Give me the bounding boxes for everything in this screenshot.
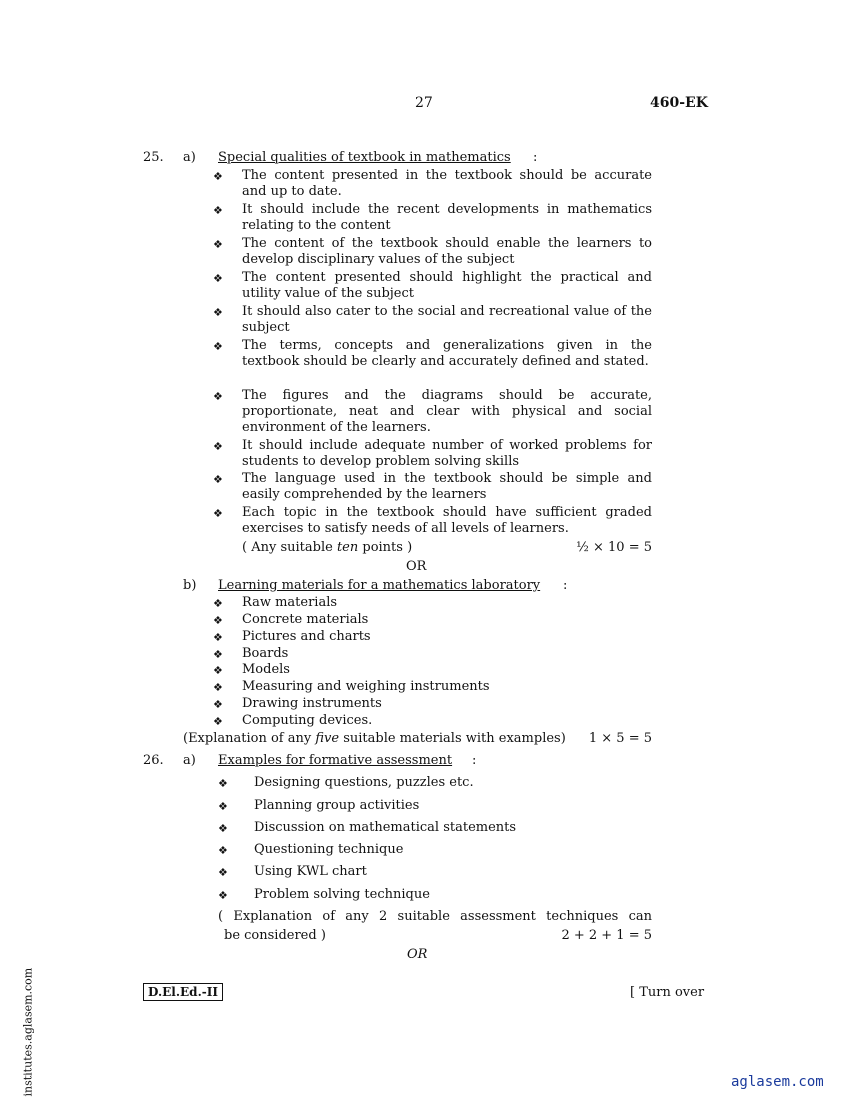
or-separator: OR xyxy=(406,559,427,574)
list-item: Discussion on mathematical statements xyxy=(254,820,517,835)
part-label: a) xyxy=(183,753,196,768)
bullet-icon: ❖ xyxy=(218,800,228,813)
bullet-icon: ❖ xyxy=(218,889,228,902)
bullet-icon: ❖ xyxy=(213,204,223,217)
list-item: Problem solving technique xyxy=(254,887,430,902)
side-watermark: institutes.aglasem.com xyxy=(21,967,35,1097)
part-label: b) xyxy=(183,578,197,593)
marking-note: ( Any suitable ten points ) xyxy=(242,540,413,555)
turn-over: [ Turn over xyxy=(630,985,705,1000)
bullet-icon: ❖ xyxy=(213,390,223,403)
heading-colon: : xyxy=(533,150,538,165)
section-heading: Special qualities of textbook in mathematics xyxy=(218,150,511,165)
page-number: 27 xyxy=(415,95,433,111)
bullet-icon: ❖ xyxy=(213,681,223,694)
list-item: The terms, concepts and generalizations given in the textbook should be clearly and accurately defined and stated. xyxy=(242,338,652,369)
bullet-icon: ❖ xyxy=(218,822,228,835)
list-item: It should include the recent developments in mathematics relating to the content xyxy=(242,202,652,233)
bullet-icon: ❖ xyxy=(213,238,223,251)
list-item: Each topic in the textbook should have sufficient graded exercises to satisfy needs of all levels of learners. xyxy=(242,505,652,536)
list-item: Planning group activities xyxy=(254,798,420,813)
marks-allocation: 1 × 5 = 5 xyxy=(588,731,652,746)
bullet-icon: ❖ xyxy=(213,631,223,644)
heading-colon: : xyxy=(472,753,477,768)
list-item: It should also cater to the social and recreational value of the subject xyxy=(242,304,652,335)
bullet-icon: ❖ xyxy=(213,597,223,610)
list-item: Computing devices. xyxy=(242,713,373,728)
list-item: The figures and the diagrams should be accurate, proportionate, neat and clear with physical and social environment of the learners. xyxy=(242,388,652,435)
marks-allocation: 2 + 2 + 1 = 5 xyxy=(561,928,652,943)
bullet-icon: ❖ xyxy=(213,715,223,728)
marking-note: ( Explanation of any 2 suitable assessment techniques can xyxy=(218,909,652,924)
list-item: Raw materials xyxy=(242,595,338,610)
bullet-icon: ❖ xyxy=(218,777,228,790)
bullet-icon: ❖ xyxy=(213,664,223,677)
list-item: The content presented in the textbook should be accurate and up to date. xyxy=(242,168,652,199)
list-item: Designing questions, puzzles etc. xyxy=(254,775,474,790)
bullet-icon: ❖ xyxy=(213,306,223,319)
marks-allocation: ½ × 10 = 5 xyxy=(576,540,652,555)
list-item: The content of the textbook should enable the learners to develop disciplinary values of the subject xyxy=(242,236,652,267)
bullet-icon: ❖ xyxy=(218,866,228,879)
bullet-icon: ❖ xyxy=(213,614,223,627)
bullet-icon: ❖ xyxy=(218,844,228,857)
marking-note-cont: be considered ) xyxy=(224,928,326,943)
bullet-icon: ❖ xyxy=(213,170,223,183)
list-item: Drawing instruments xyxy=(242,696,382,711)
list-item: It should include adequate number of worked problems for students to develop problem solving skills xyxy=(242,438,652,469)
list-item: Pictures and charts xyxy=(242,629,371,644)
bullet-icon: ❖ xyxy=(213,440,223,453)
question-number: 25. xyxy=(143,150,164,165)
bullet-icon: ❖ xyxy=(213,340,223,353)
bullet-icon: ❖ xyxy=(213,698,223,711)
question-number: 26. xyxy=(143,753,164,768)
section-heading: Learning materials for a mathematics laboratory xyxy=(218,578,541,593)
list-item: The content presented should highlight the practical and utility value of the subject xyxy=(242,270,652,301)
marking-note: (Explanation of any five suitable materials with examples) xyxy=(183,731,566,746)
paper-code: 460-EK xyxy=(650,95,708,111)
bullet-icon: ❖ xyxy=(213,272,223,285)
list-item: Models xyxy=(242,662,290,677)
list-item: Questioning technique xyxy=(254,842,404,857)
bullet-icon: ❖ xyxy=(213,507,223,520)
list-item: Using KWL chart xyxy=(254,864,367,879)
section-heading: Examples for formative assessment xyxy=(218,753,453,768)
bullet-icon: ❖ xyxy=(213,473,223,486)
or-separator: OR xyxy=(407,947,428,962)
list-item: Boards xyxy=(242,646,289,661)
part-label: a) xyxy=(183,150,196,165)
bullet-icon: ❖ xyxy=(213,648,223,661)
list-item: Concrete materials xyxy=(242,612,369,627)
list-item: Measuring and weighing instruments xyxy=(242,679,490,694)
brand-link[interactable]: aglasem.com xyxy=(731,1074,824,1090)
heading-colon: : xyxy=(563,578,568,593)
course-code-box: D.El.Ed.-II xyxy=(143,983,223,1001)
list-item: The language used in the textbook should be simple and easily comprehended by the learners xyxy=(242,471,652,502)
